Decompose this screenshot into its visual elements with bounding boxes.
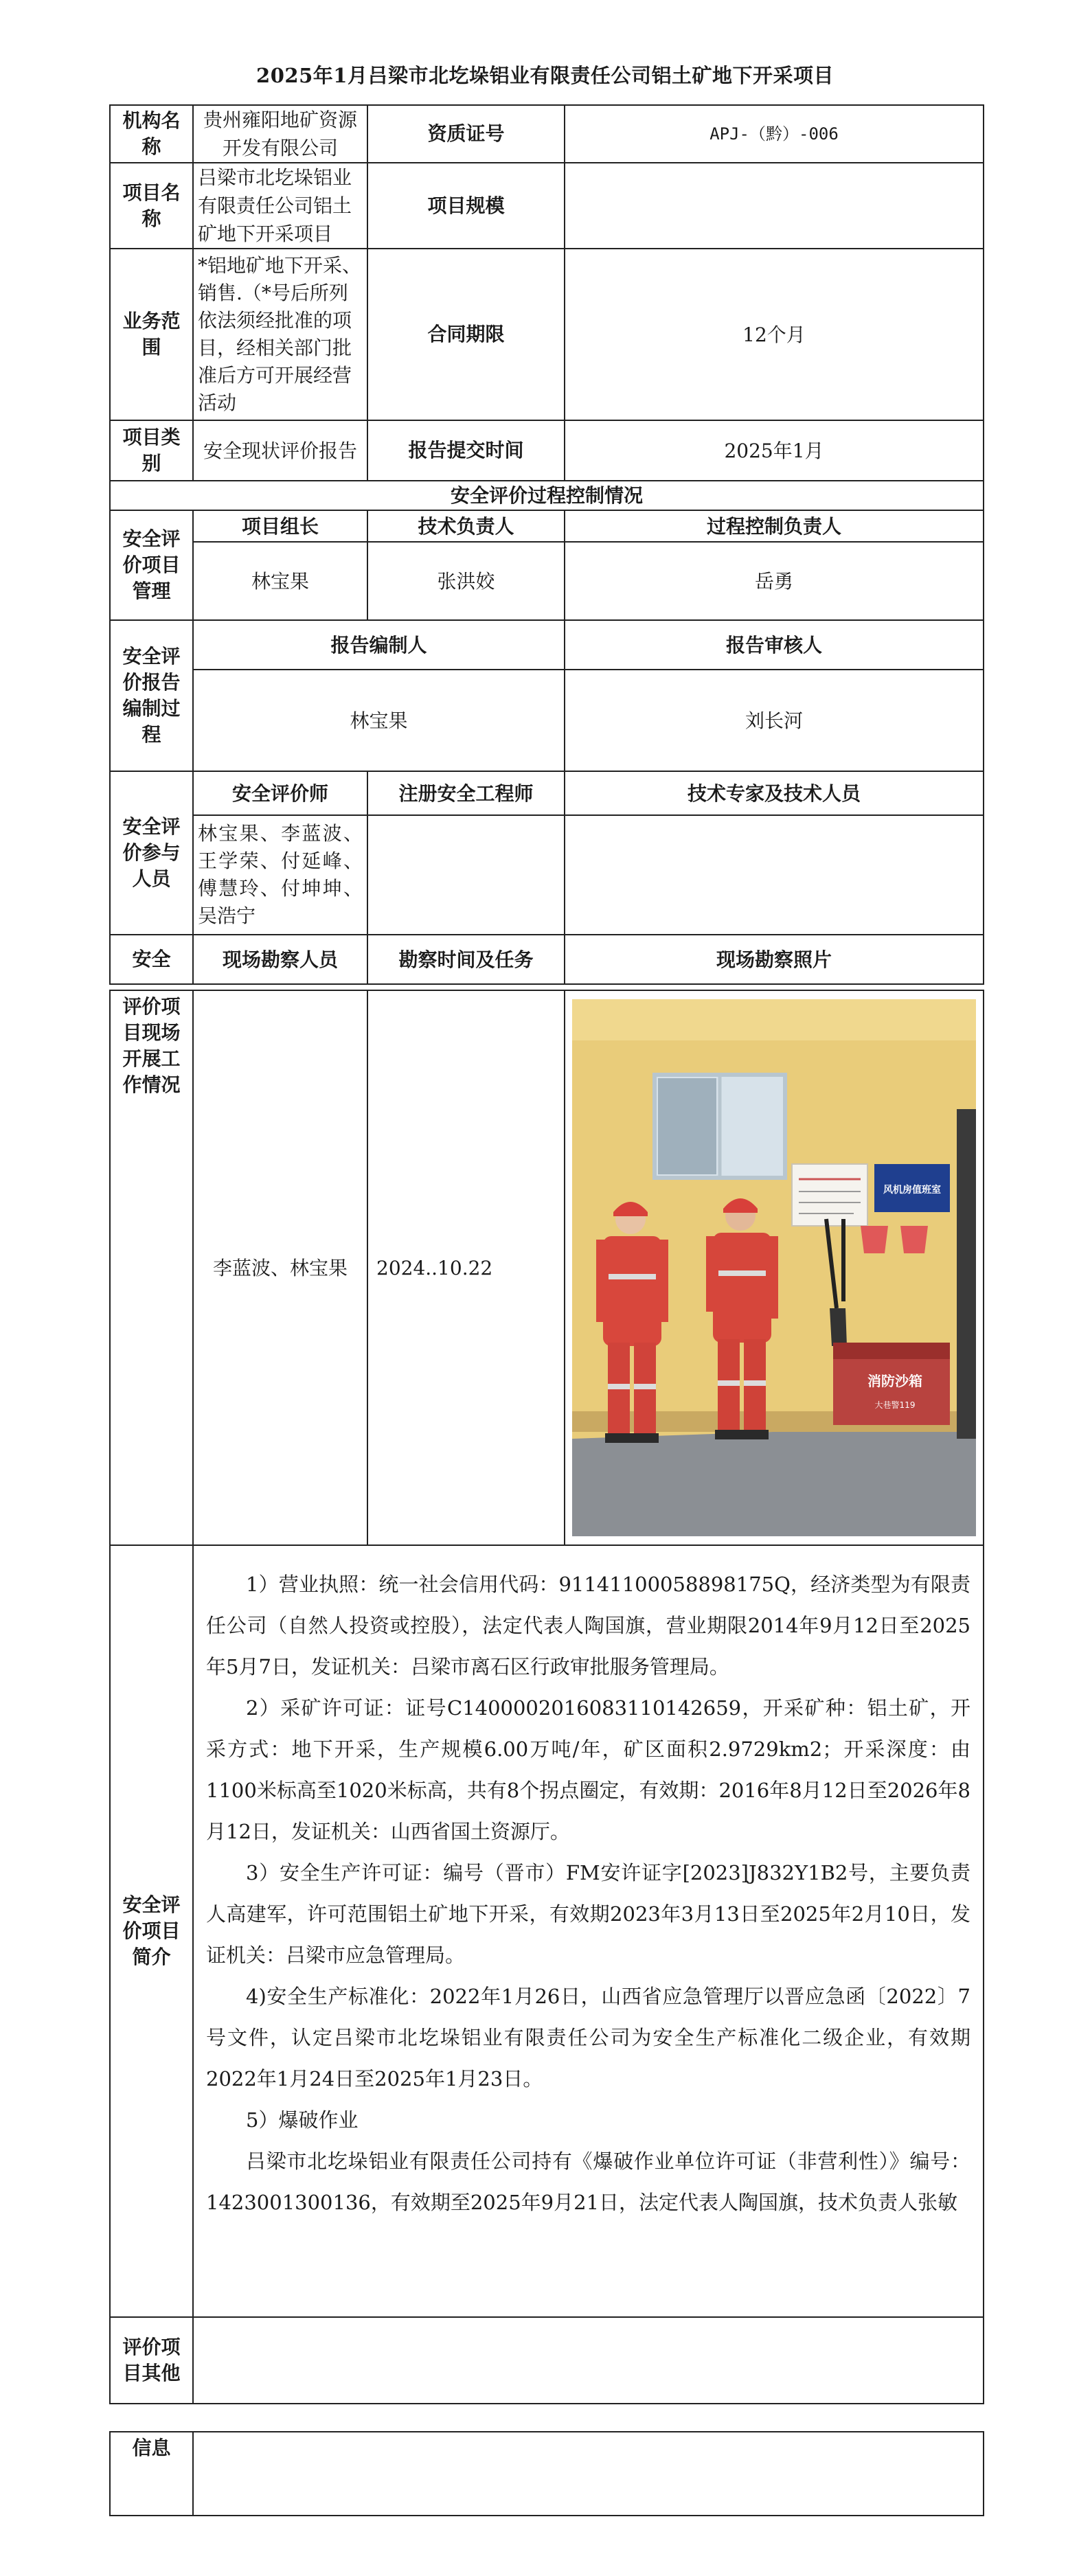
survey-col-photo: 现场勘察照片 (565, 935, 984, 984)
intro-paragraph: 1）营业执照：统一社会信用代码：91141100058898175Q，经济类型为有限责任公司（自然人投资或控股），法定代表人陶国旗，营业期限2014年9月12日至2025年5月7日，发证机关：吕梁市离石区行政审批服务管理局。 (206, 1573, 970, 1678)
compile-value-row (110, 670, 984, 771)
intro-row (110, 1545, 984, 2317)
mgmt-process: 岳勇 (565, 542, 984, 620)
project-label: 项目名称 (110, 163, 193, 249)
participants-col-engineer: 注册安全工程师 (367, 771, 565, 815)
compile-col-reviewer: 报告审核人 (565, 620, 984, 670)
section-title: 安全评价过程控制情况 (110, 481, 984, 510)
type-label: 项目类别 (110, 420, 193, 481)
info-label: 信息 (110, 2432, 193, 2516)
site-survey-photo (572, 999, 976, 1536)
scope-row (110, 249, 984, 420)
mgmt-header-row (110, 510, 984, 542)
intro-paragraph: 5）爆破作业 (246, 2108, 359, 2132)
survey-row (110, 990, 984, 1545)
org-row (110, 105, 984, 163)
mgmt-col-process: 过程控制负责人 (565, 510, 984, 542)
info-row (110, 2432, 984, 2516)
photo-sandbox-text: 消防沙箱 (867, 1373, 922, 1389)
type-value: 安全现状评价报告 (193, 420, 367, 481)
info-table-lower (109, 990, 984, 2404)
page-title: 2025年1月吕梁市北圪垛铝业有限责任公司铝土矿地下开采项目 (256, 64, 834, 87)
other-value (193, 2317, 984, 2404)
compile-header-row (110, 620, 984, 670)
contract-value: 12个月 (565, 249, 984, 420)
mgmt-tech: 张洪姣 (367, 542, 565, 620)
submit-label: 报告提交时间 (367, 420, 565, 481)
participants-value-row (110, 815, 984, 935)
survey-date: 2024..10.22 (367, 990, 565, 1545)
intro-paragraph: 3）安全生产许可证：编号（晋市）FM安许证字[2023]J832Y1B2号，主要负责人高建军，许可范围铝土矿地下开采，有效期2023年3月13日至2025年2月10日，发证机关：吕梁市应急管理局。 (206, 1861, 970, 1967)
mgmt-leader: 林宝果 (193, 542, 367, 620)
participants-header-row (110, 771, 984, 815)
scope-value: *铝地矿地下开采、销售.（*号后所列依法须经批准的项目，经相关部门批准后方可开展经营活动 (193, 249, 367, 420)
scope-label: 业务范围 (110, 249, 193, 420)
scale-value (565, 163, 984, 249)
compile-label: 安全评价报告编制过程 (110, 620, 193, 771)
survey-photo-cell (565, 990, 984, 1545)
participants-col-assessor: 安全评价师 (193, 771, 367, 815)
survey-col-people: 现场勘察人员 (193, 935, 367, 984)
mgmt-col-tech: 技术负责人 (367, 510, 565, 542)
cert-label: 资质证号 (367, 105, 565, 163)
other-row (110, 2317, 984, 2404)
intro-label: 安全评价项目简介 (110, 1545, 193, 2317)
survey-header-row (110, 935, 984, 984)
intro-paragraph: 吕梁市北圪垛铝业有限责任公司持有《爆破作业单位许可证（非营利性）》编号：1423001300136，有效期至2025年9月21日，法定代表人陶国旗，技术负责人张敏 (206, 2150, 970, 2214)
org-value: 贵州雍阳地矿资源开发有限公司 (193, 105, 367, 163)
cert-value: APJ-（黔）-006 (565, 105, 984, 163)
survey-col-time: 勘察时间及任务 (367, 935, 565, 984)
participants-label: 安全评价参与人员 (110, 771, 193, 935)
survey-people: 李蓝波、林宝果 (193, 990, 367, 1545)
intro-paragraph: 2）采矿许可证：证号C1400002016083110142659，开采矿种：铝土矿，开采方式：地下开采，生产规模6.00万吨/年，矿区面积2.9729km2；开采深度：由1100米标高至1020米标高，共有8个拐点圈定，有效期：2016年8月12日至2026年8月12日，发证机关：山西省国土资源厅。 (206, 1696, 970, 1843)
org-label: 机构名称 (110, 105, 193, 163)
other-label: 评价项目其他 (110, 2317, 193, 2404)
submit-value: 2025年1月 (565, 420, 984, 481)
project-row (110, 163, 984, 249)
intro-text (193, 1545, 984, 2317)
contract-label: 合同期限 (367, 249, 565, 420)
info-table-upper (109, 104, 984, 985)
participants-assessors: 林宝果、李蓝波、王学荣、付延峰、傅慧玲、付坤坤、吴浩宁 (193, 815, 367, 935)
participants-col-experts: 技术专家及技术人员 (565, 771, 984, 815)
project-value: 吕梁市北圪垛铝业有限责任公司铝土矿地下开采项目 (193, 163, 367, 249)
type-row (110, 420, 984, 481)
participants-experts (565, 815, 984, 935)
info-value (193, 2432, 984, 2516)
intro-paragraph: 4)安全生产标准化：2022年1月26日，山西省应急管理厅以晋应急函〔2022〕7号文件，认定吕梁市北圪垛铝业有限责任公司为安全生产标准化二级企业，有效期2022年1月24日至2025年1月23日。 (206, 1985, 970, 2090)
participants-engineers (367, 815, 565, 935)
survey-header-label: 安全 (110, 935, 193, 984)
scale-label: 项目规模 (367, 163, 565, 249)
compile-author: 林宝果 (193, 670, 565, 771)
survey-label: 评价项目现场开展工作情况 (110, 990, 193, 1545)
photo-blue-sign-text: 风机房值班室 (883, 1185, 941, 1196)
mgmt-value-row (110, 542, 984, 620)
photo-sandbox-subtext: 大巷警119 (874, 1400, 916, 1410)
compile-reviewer: 刘长河 (565, 670, 984, 771)
mgmt-label: 安全评价项目管理 (110, 510, 193, 620)
compile-col-author: 报告编制人 (193, 620, 565, 670)
mgmt-col-leader: 项目组长 (193, 510, 367, 542)
info-table-footer (109, 2431, 984, 2516)
section-row (110, 481, 984, 510)
